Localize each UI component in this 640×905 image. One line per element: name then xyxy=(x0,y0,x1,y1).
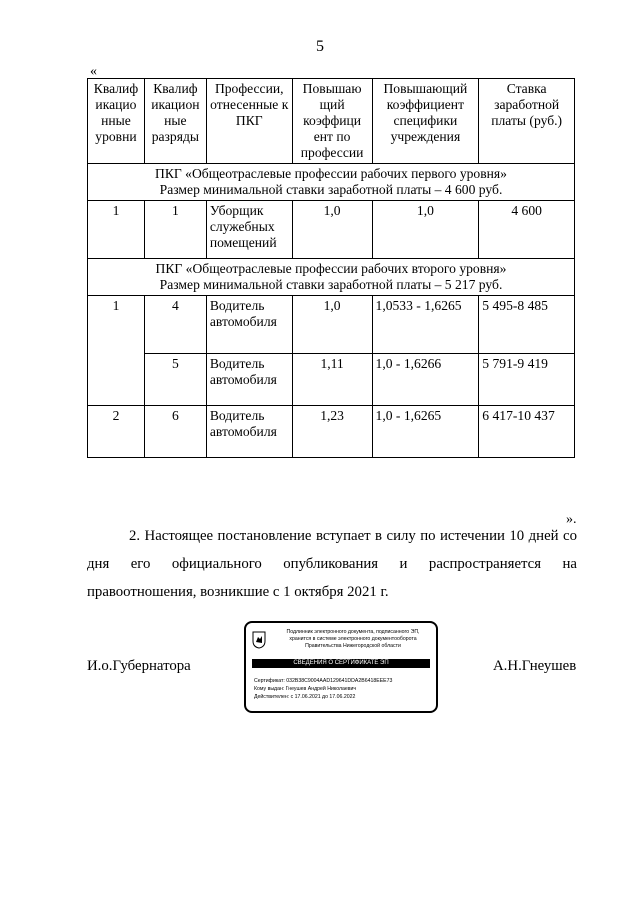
table-header-row xyxy=(88,79,575,164)
cell-grade: 6 xyxy=(144,406,206,458)
cell-level: 2 xyxy=(88,406,145,458)
salary-table xyxy=(87,78,575,458)
stamp-certificate-owner: Кому выдан: Гнеушев Андрей Николаевич xyxy=(254,686,357,692)
cell-profession-coefficient: 1,23 xyxy=(292,406,372,458)
group-heading-first-level xyxy=(88,164,575,201)
stamp-certificate-validity: Действителен: с 17.06.2021 до 17.06.2022 xyxy=(254,694,356,700)
cell-profession: Водитель автомобиля xyxy=(206,354,292,406)
header-salary-rate: Ставка заработной платы (руб.) xyxy=(479,79,575,164)
cell-profession-coefficient: 1,11 xyxy=(292,354,372,406)
group-min-rate: Размер минимальной ставки заработной платы – 4 600 руб. xyxy=(159,182,503,197)
cell-profession-coefficient: 1,0 xyxy=(292,296,372,354)
coat-of-arms-icon xyxy=(252,631,266,649)
stamp-text-line: хранится в системе электронного документооборота xyxy=(289,636,417,642)
close-quote: ». xyxy=(566,512,577,527)
cell-institution-coefficient: 1,0 - 1,6266 xyxy=(372,354,479,406)
cell-institution-coefficient: 1,0 xyxy=(372,201,479,259)
cell-level: 1 xyxy=(88,201,145,259)
stamp-text-line: Правительства Нижегородской области xyxy=(305,643,401,649)
cell-profession: Водитель автомобиля xyxy=(206,296,292,354)
group-title: ПКГ «Общеотраслевые профессии рабочих первого уровня» xyxy=(155,166,507,181)
table-row xyxy=(88,406,575,458)
cell-level: 1 xyxy=(88,296,145,406)
group-title: ПКГ «Общеотраслевые профессии рабочих второго уровня» xyxy=(155,261,507,276)
cell-salary: 4 600 xyxy=(479,201,575,259)
group-min-rate: Размер минимальной ставки заработной платы – 5 217 руб. xyxy=(159,277,503,292)
cell-profession-coefficient: 1,0 xyxy=(292,201,372,259)
stamp-text-line: Подлинник электронного документа, подписанного ЭП, xyxy=(286,629,420,635)
signer-name: А.Н.Гнеушев xyxy=(493,658,577,674)
header-professions: Профессии, отнесенные к ПКГ xyxy=(206,79,292,164)
cell-profession: Уборщик служебных помещений xyxy=(206,201,292,259)
cell-salary: 5 791-9 419 xyxy=(479,354,575,406)
e-signature-stamp xyxy=(244,621,438,713)
table-row xyxy=(88,354,575,406)
cell-grade: 4 xyxy=(144,296,206,354)
stamp-certificate-heading: СВЕДЕНИЯ О СЕРТИФИКАТЕ ЭП xyxy=(252,659,430,668)
cell-salary: 6 417-10 437 xyxy=(479,406,575,458)
open-quote: « xyxy=(90,64,97,79)
cell-institution-coefficient: 1,0533 - 1,6265 xyxy=(372,296,479,354)
signer-title: И.о.Губернатора xyxy=(87,658,191,674)
group-heading-second-level xyxy=(88,259,575,296)
header-profession-coefficient: Повышаю щий коэффици ент по профессии xyxy=(292,79,372,164)
cell-grade: 5 xyxy=(144,354,206,406)
header-qualification-levels: Квалиф икацио нные уровни xyxy=(88,79,145,164)
cell-institution-coefficient: 1,0 - 1,6265 xyxy=(372,406,479,458)
cell-grade: 1 xyxy=(144,201,206,259)
table-group-row xyxy=(88,259,575,296)
page-number: 5 xyxy=(316,38,324,55)
table-group-row xyxy=(88,164,575,201)
header-qualification-grades: Квалиф икацион ные разряды xyxy=(144,79,206,164)
table-row xyxy=(88,296,575,354)
stamp-certificate-id: Сертификат: 032B38C9004AAD129641DDA2B6418EEE73 xyxy=(254,678,393,684)
header-institution-coefficient: Повышающий коэффициент специфики учреждения xyxy=(372,79,479,164)
body-paragraph: 2. Настоящее постановление вступает в силу по истечении 10 дней со дня его официального опубликования и распространяется на правоотношения, возникшие с 1 октября 2021 г. xyxy=(87,528,577,600)
table-row xyxy=(88,201,575,259)
cell-profession: Водитель автомобиля xyxy=(206,406,292,458)
cell-salary: 5 495-8 485 xyxy=(479,296,575,354)
